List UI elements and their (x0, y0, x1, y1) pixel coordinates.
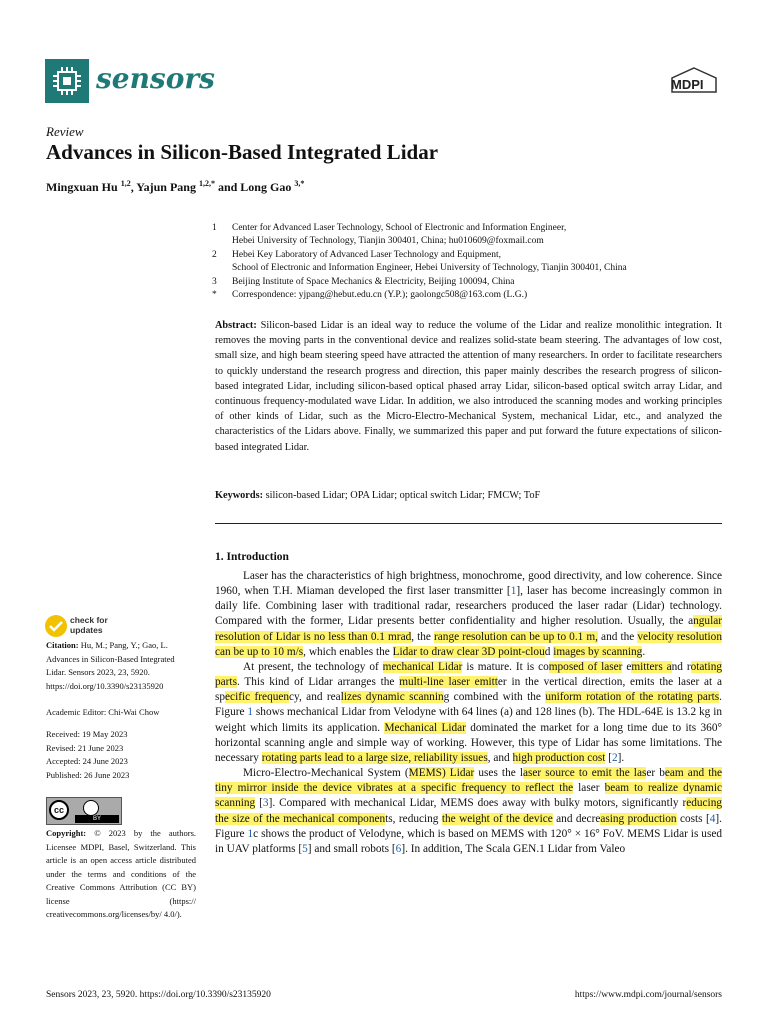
publisher-name: MDPI (671, 77, 704, 92)
abstract-label: Abstract: (215, 320, 257, 331)
highlighted-text: the weight of the device (441, 812, 553, 825)
highlighted-text: lizes dynamic scannin (340, 691, 444, 704)
highlighted-text: eam and the tiny mirror inside the device vibrates at a specific frequency to reflect the (215, 767, 723, 795)
abstract (215, 318, 722, 455)
highlighted-text: educing the size of the mechanical componen (215, 797, 722, 825)
keywords-text: silicon-based Lidar; OPA Lidar; optical switch Lidar; FMCW; ToF (265, 490, 541, 501)
highlighted-text: ngular resolution of Lid (215, 615, 722, 643)
author-list: Mingxuan Hu $^{1,2}$, Yajun Pang $^{1,2,*}$ and Long Gao $^{3,*}$ (46, 179, 305, 194)
highlighted-text: ar is no less than 0.1 mrad (291, 630, 412, 643)
highlighted-text: Mechanical Lidar (384, 721, 466, 734)
highlighted-text: otating parts (215, 660, 722, 689)
paragraph-3: Micro-Electro-Mechanical System (MEMS) Lidar uses the laser source to emit the laser beam and the tiny mirror inside the device vibrates at a specific frequency to reflect the laser beam to realize dynamic scanning [3]. Compared with mechanical Lidar, MEMS does away with bulky motors, significantly reducing the size of the mechanical components, reducing the weight of the device and decreasing production costs [4]. Figure 1c shows the product of Velodyne, which is based on MEMS with 120° × 16° FoV. MEMS Lidar is used in UAV platforms [5] and small robots [6]. In addition, The Scala GEN.1 Lidar from Valeo (215, 767, 723, 855)
keywords-label: Keywords: (215, 490, 264, 501)
document-type: Review (46, 124, 84, 139)
paper-title: Advances in Silicon-Based Integrated Lidar (46, 140, 439, 164)
copyright: Copyright: © 2023 by the authors. Licensee MDPI, Basel, Switzerland. This article is an open access article distributed under the terms and conditions of the Creative Commons Attribution (CC BY) license (https:// creativecommons.org/licenses/by/ 4.0/). (46, 828, 196, 919)
dates: Received: 19 May 2023 Revised: 21 June 2023 Accepted: 24 June 2023 Published: 26 June 2023 (46, 729, 130, 780)
highlighted-text: aser source to emit the las (522, 767, 647, 780)
check-updates-icon (44, 614, 68, 638)
footer-journal-url[interactable]: https://www.mdpi.com/journal/sensors (574, 990, 722, 1000)
highlighted-text: range resolution can be up to 0.1 m, (434, 630, 598, 643)
keywords (215, 490, 722, 501)
highlighted-text: asing production (600, 812, 677, 825)
journal-name: sensors (96, 62, 215, 95)
reference-link[interactable]: 3 (262, 797, 269, 810)
reference-link[interactable]: 2 (611, 751, 618, 764)
highlighted-text: multi-line laser emitt (399, 676, 498, 689)
highlighted-text: ecific frequen (225, 691, 290, 704)
highlighted-text: beam to realize dynamic scanning (215, 782, 722, 810)
highlighted-text: high production cost (512, 751, 606, 764)
reference-link[interactable]: 4 (709, 812, 716, 825)
academic-editor: Academic Editor: Chi-Wai Chow (46, 707, 160, 717)
highlighted-text: mechanical Lidar (382, 660, 463, 673)
reference-link[interactable]: 1 (247, 827, 254, 840)
reference-link[interactable]: 5 (302, 842, 308, 855)
divider (215, 523, 722, 524)
body-text (215, 569, 722, 857)
paragraph-1: Laser has the characteristics of high brightness, monochrome, good directivity, and low coherence. Since 1960, when T.H. Miaman developed the first laser transmitter [1], laser has become increasingly common in daily life. Combining laser with traditional radar, researchers produced the laser radar (Lidar) technology. Compared with the former, Lidar presents better confidentiality and higher resolution. Usually, the angular resolution of Lidar is no less than 0.1 mrad, the range resolution can be up to 0.1 m, and the velocity resolution can be up to 10 m/s, which enables the Lidar to draw clear 3D point-cloud images by scanning. (215, 570, 722, 658)
cc-by-license-icon[interactable]: cc BY (46, 797, 122, 825)
footer-citation: Sensors 2023, 23, 5920. https://doi.org/10.3390/s23135920 (46, 990, 271, 1000)
highlighted-text: mitters a (631, 660, 672, 673)
highlighted-text: mposed of laser (548, 660, 623, 673)
highlighted-text: images by scanning (553, 645, 643, 658)
highlighted-text: uniform rotation of the rotating parts (545, 691, 720, 704)
reference-link[interactable]: 1 (510, 585, 517, 598)
paragraph-2: At present, the technology of mechanical Lidar is mature. It is composed of laser emitters and rotating parts. This kind of Lidar arranges the multi-line laser emitter in the vertical direction, emits the laser at a specific frequency, and realizes dynamic scanning combined with the uniform rotation of the rotating parts. Figure 1 shows mechanical Lidar from Velodyne with 64 lines (a) and 128 lines (b). The HDL-64E is 13.2 kg in weight which limits its application. Mechanical Lidar dominated the market for a long time due to its 360° horizontal scanning angle and simple way of working. However, this type of Lidar has some limitations. The necessary rotating parts lead to a large size, reliability issues, and high production cost [2]. (215, 660, 722, 764)
check-updates-label: check for updates (70, 615, 108, 635)
highlighted-text: velocity resolution can be up to 10 m/s (215, 630, 722, 658)
highlighted-text: Lidar to draw clear 3D point-clou (392, 645, 545, 658)
highlighted-text: MEMS) Lidar (408, 767, 475, 780)
highlighted-text: rotating parts lead to a large size, reliability issues (261, 751, 488, 764)
journal-logo-icon (45, 59, 89, 103)
reference-link[interactable]: 1 (247, 706, 254, 719)
citation: Citation: Hu, M.; Pang, Y.; Gao, L. Advances in Silicon-Based Integrated Lidar. Sensors 2023, 23, 5920. https://doi.org/10.3390/s23135920 (46, 640, 175, 691)
section-heading: 1. Introduction (215, 551, 289, 563)
abstract-text: Silicon-based Lidar is an ideal way to reduce the volume of the Lidar and realize monolithic integration. It removes the moving parts in the conventional device and realizes solid-state beam steering. The advantages of low cost, small size, and high beam steering speed have attracted the attention of many researchers. In order to facilitate researchers to quickly understand the research progress and direction, this paper mainly describes the research progress of silicon-based integrated Lidar, including silicon-based optical phased array Lidar, silicon-based optical switch array Lidar, and continuous frequency-modulated wave Lidar. In addition, we also introduced the scanning modes and working principles of other kinds of Lidar, such as the Micro-Electro-Mechanical System, mechanical Lidar, etc., and analyzed the characteristics of the Lidars above. Finally, we summarized this paper and put forward the future expectations of silicon-based integrated Lidar. (215, 320, 722, 453)
reference-link[interactable]: 6 (395, 842, 402, 855)
